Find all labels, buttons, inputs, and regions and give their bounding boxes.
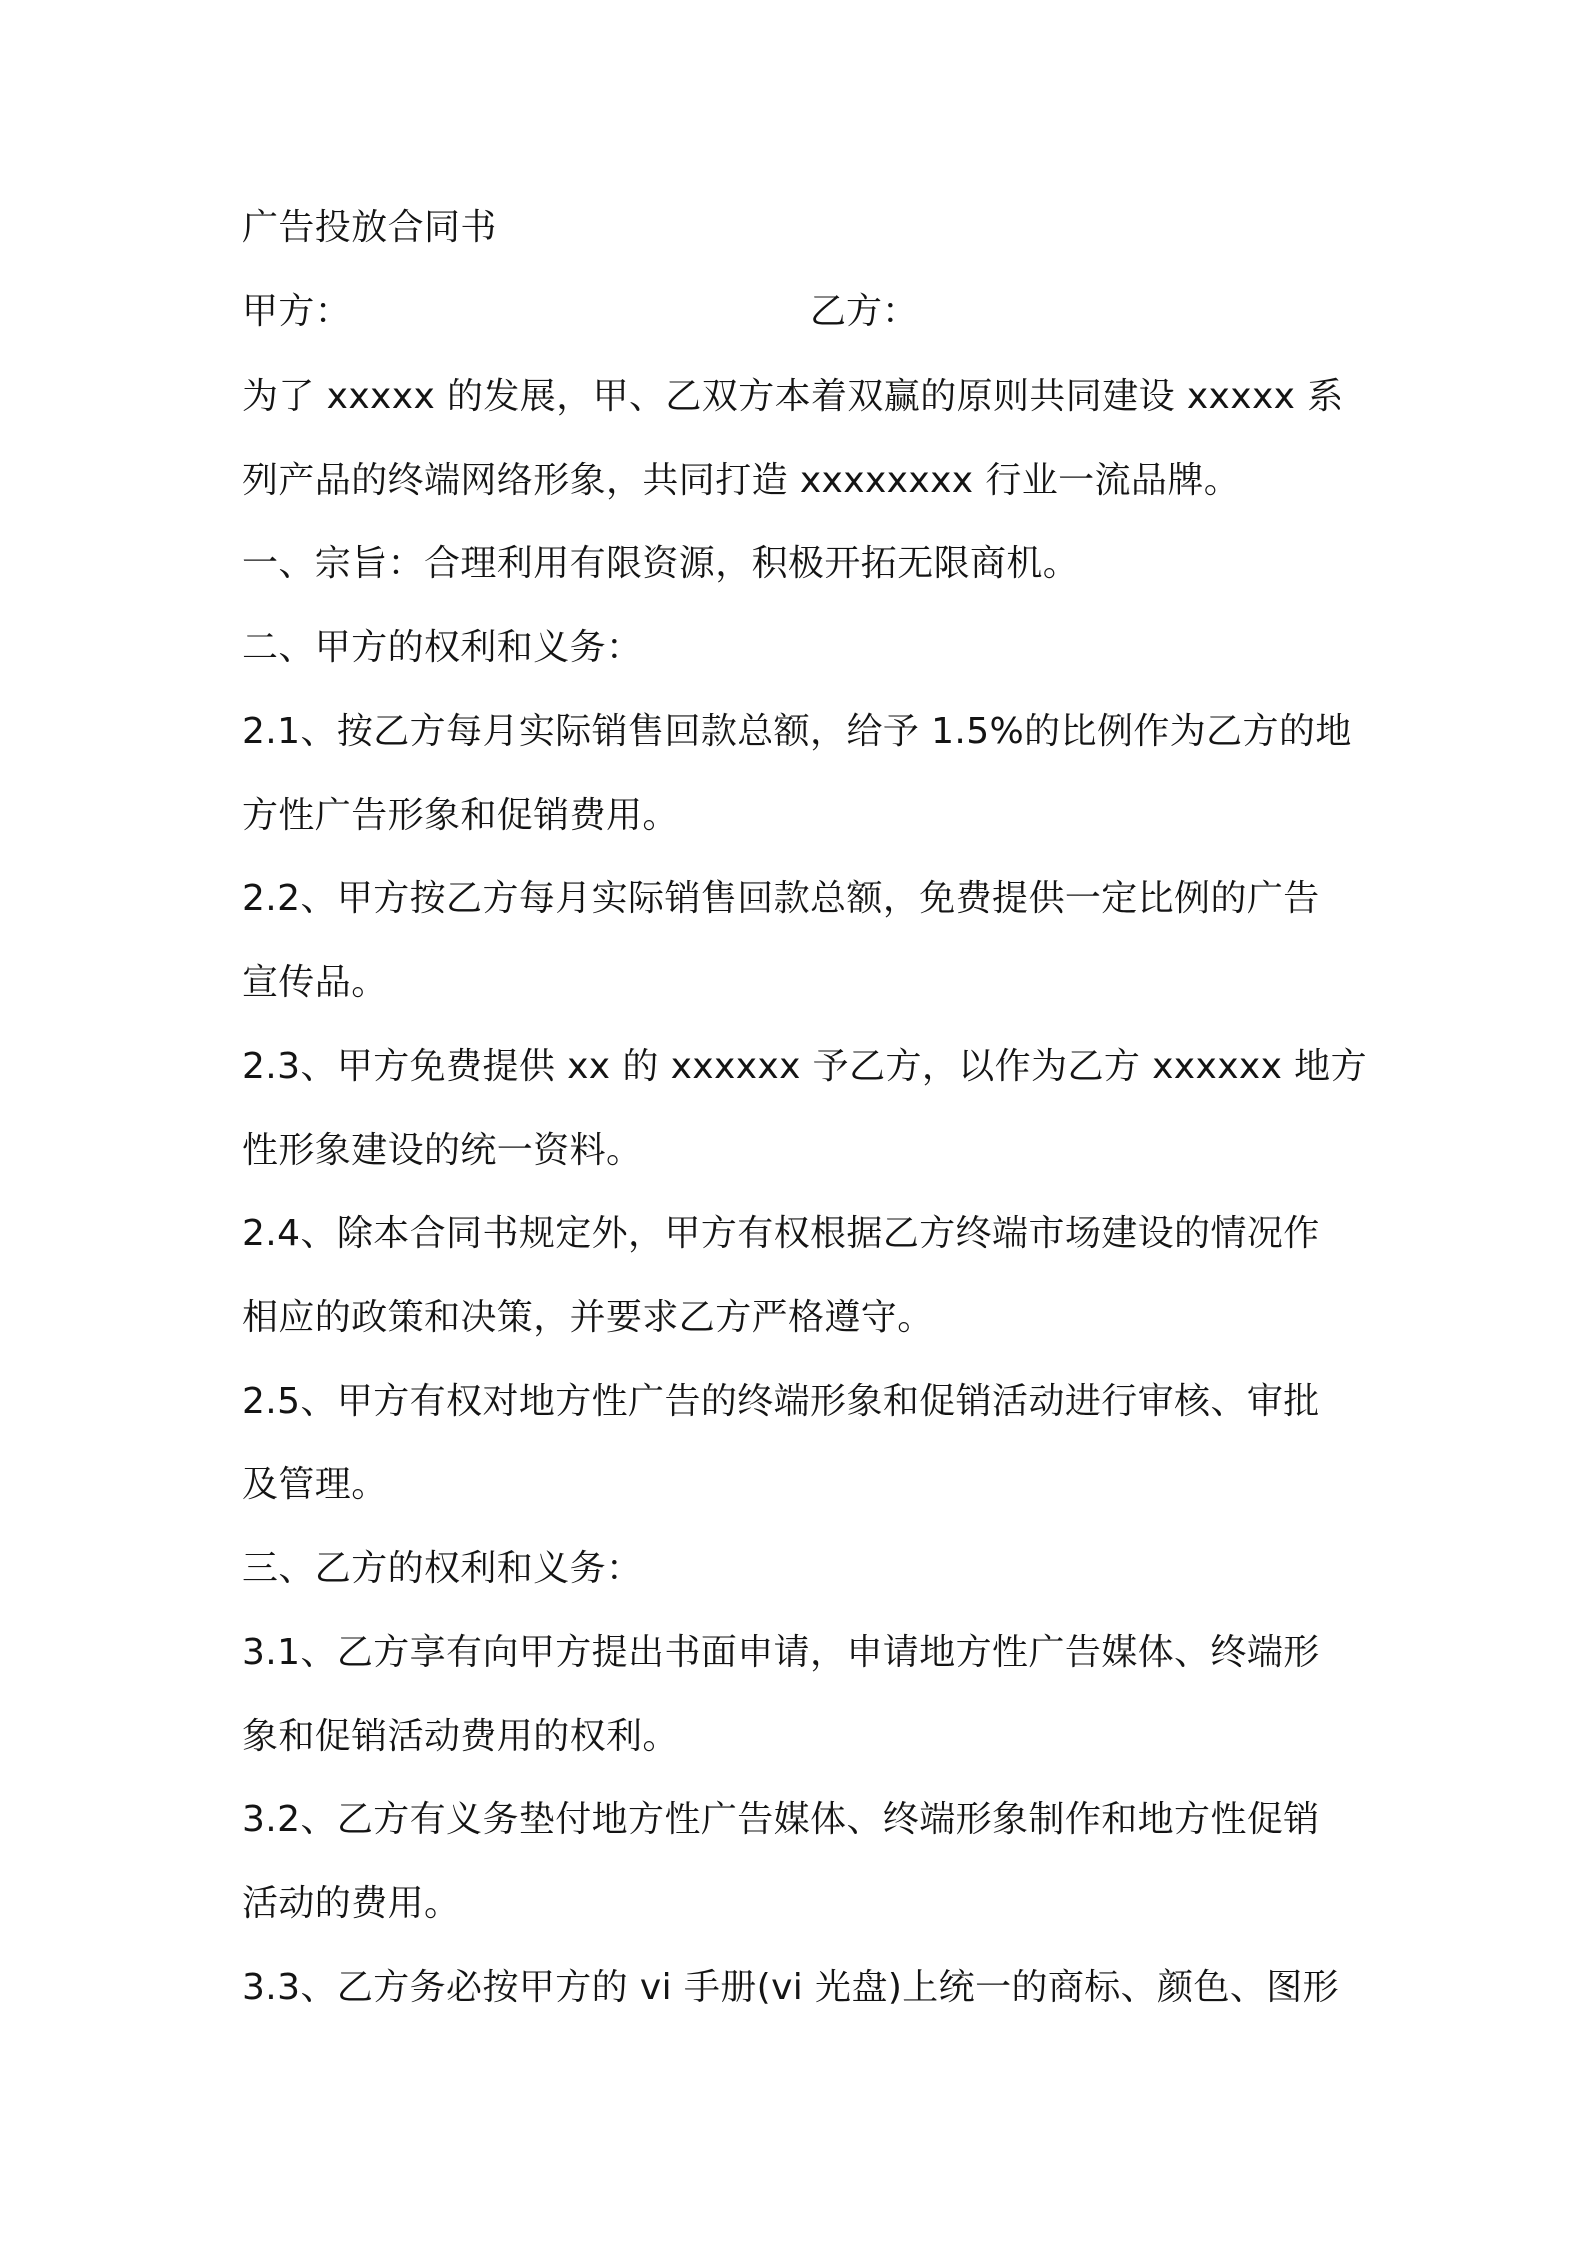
clause-line: 宣传品。 <box>242 962 388 1003</box>
clause-line: 2.1、按乙方每月实际销售回款总额，给予 1.5%的比例作为乙方的地 <box>242 711 1352 752</box>
clause-line: 2.4、除本合同书规定外，甲方有权根据乙方终端市场建设的情况作 <box>242 1213 1320 1254</box>
party-b-label: 乙方： <box>810 291 919 332</box>
clause-line: 3.1、乙方享有向甲方提出书面申请，申请地方性广告媒体、终端形 <box>242 1632 1320 1673</box>
document-title: 广告投放合同书 <box>242 207 497 248</box>
clause-line: 及管理。 <box>242 1464 388 1505</box>
paragraph-line: 为了 xxxxx 的发展，甲、乙双方本着双赢的原则共同建设 xxxxx 系 <box>242 376 1344 417</box>
clause-line: 2.5、甲方有权对地方性广告的终端形象和促销活动进行审核、审批 <box>242 1381 1320 1422</box>
clause-line: 性形象建设的统一资料。 <box>242 1130 643 1171</box>
clause-line: 方性广告形象和促销费用。 <box>242 795 679 836</box>
clause-line: 2.3、甲方免费提供 xx 的 xxxxxx 予乙方，以作为乙方 xxxxxx 地方 <box>242 1046 1367 1087</box>
clause-line: 3.3、乙方务必按甲方的 vi 手册(vi 光盘)上统一的商标、颜色、图形 <box>242 1967 1340 2008</box>
section-heading: 一、宗旨：合理利用有限资源，积极开拓无限商机。 <box>242 543 1080 584</box>
section-heading: 三、乙方的权利和义务： <box>242 1548 643 1589</box>
paragraph-line: 列产品的终端网络形象，共同打造 xxxxxxxx 行业一流品牌。 <box>242 460 1241 501</box>
clause-line: 活动的费用。 <box>242 1883 461 1924</box>
clause-line: 象和促销活动费用的权利。 <box>242 1716 679 1757</box>
clause-line: 相应的政策和决策，并要求乙方严格遵守。 <box>242 1297 934 1338</box>
section-heading: 二、甲方的权利和义务： <box>242 627 643 668</box>
clause-line: 2.2、甲方按乙方每月实际销售回款总额，免费提供一定比例的广告 <box>242 878 1320 919</box>
clause-line: 3.2、乙方有义务垫付地方性广告媒体、终端形象制作和地方性促销 <box>242 1799 1320 1840</box>
party-a-label: 甲方： <box>242 291 352 332</box>
